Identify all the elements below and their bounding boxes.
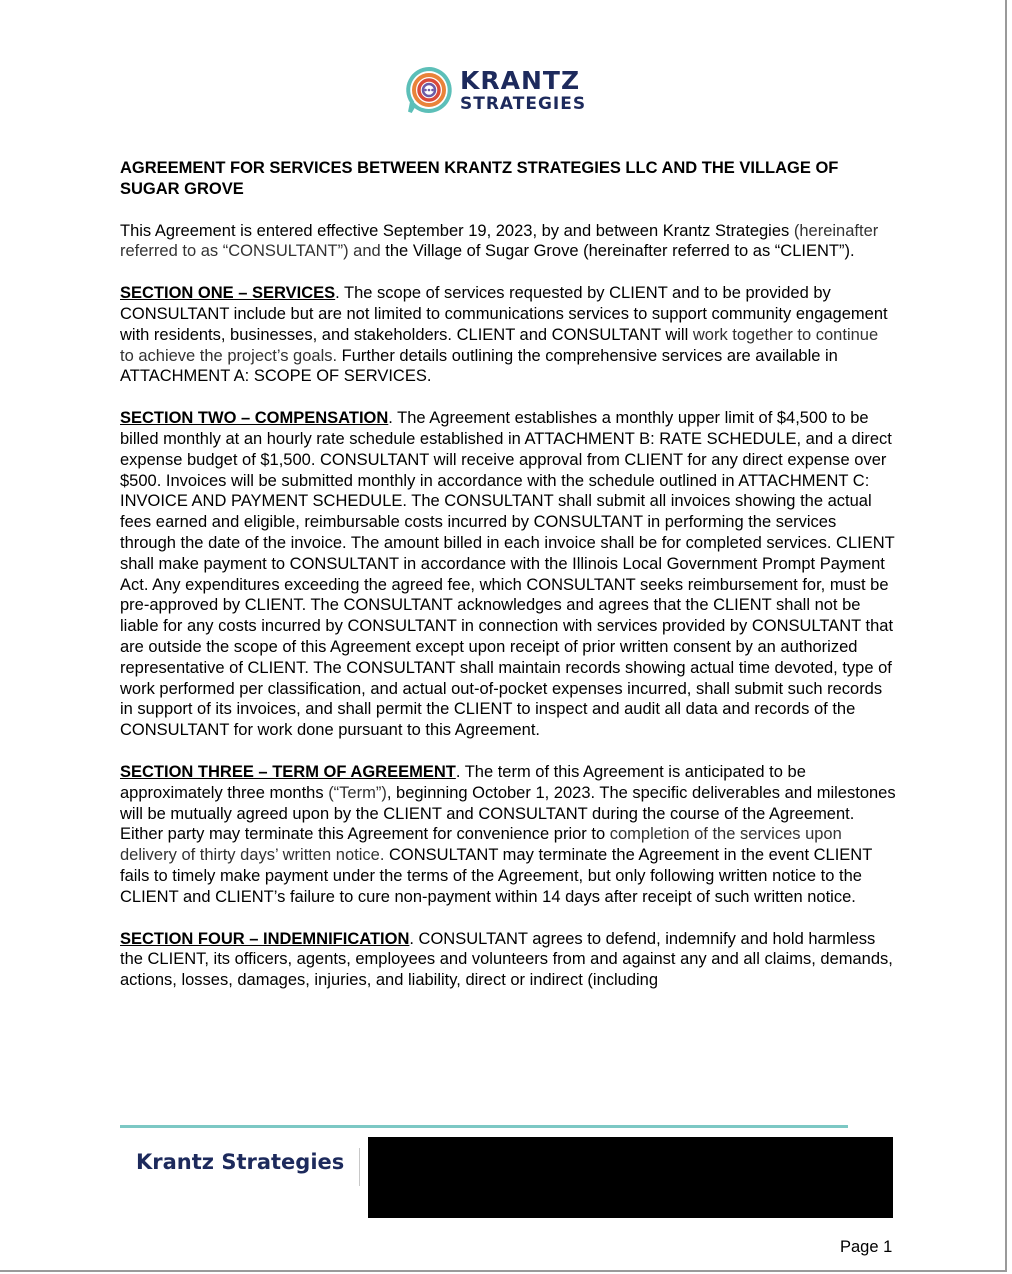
section-one-heading: SECTION ONE – SERVICES bbox=[120, 284, 336, 303]
section-one-text-b: work together to continue to achieve the project’s goals. bbox=[120, 325, 879, 365]
section-two-heading: SECTION TWO – COMPENSATION bbox=[120, 409, 389, 428]
section-four-text: . CONSULTANT agrees to defend, indemnify and hold harmless the CLIENT, its officers, agents, employees and volunteers from and against any and all claims, demands, actions, losses, damages, injuries, and liability, direct or indirect (including bbox=[120, 929, 893, 990]
agreement-title: AGREEMENT FOR SERVICES BETWEEN KRANTZ STRATEGIES LLC AND THE VILLAGE OF SUGAR GROVE bbox=[120, 159, 839, 198]
intro-text-a: This Agreement is entered effective September 19, 2023, by and between Krantz Strategies bbox=[120, 221, 794, 240]
footer-rule bbox=[120, 1125, 848, 1128]
section-three-text-a: . The term of this Agreement is anticipated to be approximately three months bbox=[120, 762, 806, 802]
speech-bubble-logo-icon bbox=[404, 65, 454, 115]
page-number: Page 1 bbox=[840, 1238, 893, 1256]
section-one-text-c: Further details outlining the comprehensive services are available in ATTACHMENT A: SCOPE OF SERVICES. bbox=[120, 346, 838, 386]
intro-text-c: the Village of Sugar Grove (hereinafter referred to as “CLIENT”). bbox=[385, 242, 855, 261]
section-three-text-d: completion of the services upon delivery of thirty days’ written notice. bbox=[120, 825, 842, 865]
section-three-paragraph bbox=[120, 762, 896, 908]
company-logo bbox=[404, 64, 586, 116]
section-four-paragraph bbox=[120, 929, 896, 991]
document-body bbox=[120, 158, 896, 1012]
footer-divider bbox=[359, 1148, 360, 1186]
section-three-text-b: (“Term”) bbox=[328, 783, 387, 802]
section-three-heading: SECTION THREE – TERM OF AGREEMENT bbox=[120, 762, 456, 781]
logo-wordmark-line1: KRANTZ bbox=[460, 65, 581, 95]
section-three-text-e: CONSULTANT may terminate the Agreement in the event CLIENT fails to timely make payment under the terms of the Agreement, but only following written notice to the CLIENT and CLIENT’s failure to cure non-payment within 14 days after receipt of such written notice. bbox=[120, 846, 872, 906]
intro-paragraph bbox=[120, 221, 896, 263]
logo-wordmark-line2: STRATEGIES bbox=[460, 93, 587, 114]
footer-company-name: Krantz Strategies bbox=[136, 1150, 345, 1174]
section-four-heading: SECTION FOUR – INDEMNIFICATION bbox=[120, 929, 410, 948]
section-two-paragraph bbox=[120, 408, 896, 741]
intro-text-b: (hereinafter referred to as “CONSULTANT”) and bbox=[120, 221, 879, 261]
section-two-text: . The Agreement establishes a monthly upper limit of $4,500 to be billed monthly at an hourly rate schedule established in ATTACHMENT B: RATE SCHEDULE, and a direct expense budget of $1,500. CONSULTANT will receive approval from CLIENT for any direct expense over $500. Invoices will be submitted monthly in accordance with the schedule outlined in ATTACHMENT C: INVOICE AND PAYMENT SCHEDULE. The CONSULTANT shall submit all invoices showing the actual fees earned and eligible, reimbursable costs incurred by CONSULTANT in performing the services through the date of the invoice. The amount billed in each invoice shall be for completed services. CLIENT shall make payment to CONSULTANT in accordance with the Illinois Local Government Prompt Payment Act. Any expenditures exceeding the agreed fee, which CONSULTANT seeks reimbursement for, must be pre-approved by CLIENT. The CONSULTANT acknowledges and agrees that the CLIENT shall not be liable for any costs incurred by CONSULTANT in connection with services provided by CONSULTANT that are outside the scope of this Agreement except upon receipt of prior written consent by an authorized representative of CLIENT. The CONSULTANT shall maintain records showing actual time devoted, type of work performed per classification, and actual out-of-pocket expenses incurred, shall submit such records in support of its invoices, and shall permit the CLIENT to inspect and audit all data and records of the CONSULTANT for work done pursuant to this Agreement. bbox=[120, 409, 895, 740]
redaction-block bbox=[368, 1137, 893, 1218]
section-one-paragraph bbox=[120, 283, 896, 387]
section-three-text-c: , beginning October 1, 2023. The specific deliverables and milestones will be mutually agreed upon by the CLIENT and CONSULTANT during the course of the Agreement. Either party may terminate this Agreement for convenience prior to bbox=[120, 783, 896, 844]
section-one-text-a: . The scope of services requested by CLIENT and to be provided by CONSULTANT include but are not limited to communications services to support community engagement with residents, businesses, and stakeholders. CLIENT and CONSULTANT will bbox=[120, 284, 888, 344]
